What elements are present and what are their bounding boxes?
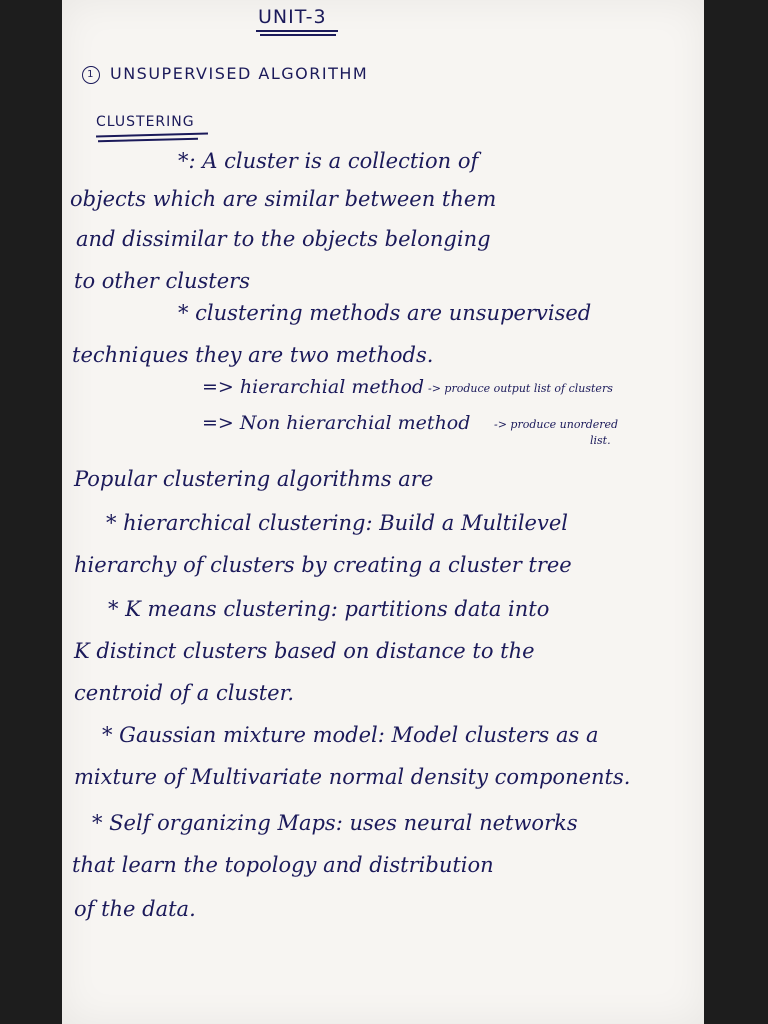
unit-title: UNIT-3 [258, 6, 327, 28]
section-heading: UNSUPERVISED ALGORITHM [110, 64, 369, 83]
title-underline [256, 30, 338, 32]
side-note: -> produce unordered [494, 418, 619, 431]
text-line: * hierarchical clustering: Build a Multilevel [106, 511, 568, 535]
heading-number: 1 [82, 66, 100, 84]
text-line: => hierarchial method [202, 376, 425, 398]
text-line: and dissimilar to the objects belonging [76, 227, 491, 251]
section-heading-row [82, 64, 368, 84]
subheading-underline-second [98, 138, 198, 143]
text-line: mixture of Multivariate normal density components. [74, 765, 631, 789]
text-line: * Gaussian mixture model: Model clusters as a [102, 723, 599, 747]
text-line: hierarchy of clusters by creating a cluster tree [74, 553, 572, 577]
title-underline-second [260, 34, 336, 36]
subheading: CLUSTERING [96, 114, 195, 130]
text-line: *: A cluster is a collection of [178, 149, 479, 173]
text-line: that learn the topology and distribution [72, 853, 494, 877]
side-note: list. [590, 434, 611, 447]
text-line: to other clusters [74, 269, 250, 293]
text-line: objects which are similar between them [70, 187, 497, 211]
side-note: -> produce output list of clusters [428, 382, 613, 395]
text-line: Popular clustering algorithms are [74, 467, 434, 491]
text-line: * clustering methods are unsupervised [178, 301, 592, 325]
text-line: * Self organizing Maps: uses neural networks [92, 811, 578, 835]
subheading-underline [96, 133, 208, 138]
notebook-page [62, 0, 704, 1024]
text-line: => Non hierarchial method [202, 412, 471, 434]
text-line: centroid of a cluster. [74, 681, 295, 705]
text-line: techniques they are two methods. [72, 343, 434, 367]
text-line: * K means clustering: partitions data into [108, 597, 550, 621]
text-line: of the data. [74, 897, 196, 921]
text-line: K distinct clusters based on distance to the [74, 639, 535, 663]
